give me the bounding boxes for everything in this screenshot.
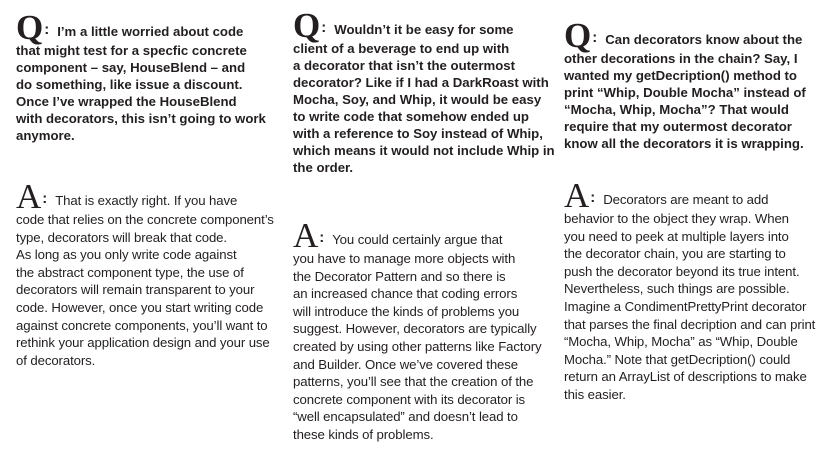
answer-line: these kinds of problems. xyxy=(293,426,434,442)
question-line: client of a beverage to end up with xyxy=(293,41,510,56)
question-line: with a reference to Soy instead of Whip, xyxy=(293,126,543,141)
answer-line: the decorator chain, you are starting to xyxy=(564,246,786,262)
question-line: with decorators, this isn’t going to work xyxy=(16,111,266,126)
answer-block xyxy=(564,176,818,404)
answer-line: Mocha.” Note that getDecription() could xyxy=(564,351,791,367)
answer-line: you need to peek at multiple layers into xyxy=(564,228,789,244)
question-line: wanted my getDecription() method to xyxy=(564,68,797,83)
question-line: which means it would not include Whip in xyxy=(293,143,555,158)
question-line: decorator? Like if I had a DarkRoast with xyxy=(293,75,549,90)
answer-line: As long as you only write code against xyxy=(16,247,237,263)
question-line: that might test for a specfic concrete xyxy=(16,43,247,58)
question-block xyxy=(564,16,818,152)
answer-marker: A xyxy=(293,216,318,255)
answer-line: Nevertheless, such things are possible. xyxy=(564,281,790,297)
question-line: a decorator that isn’t the outermost xyxy=(293,58,516,73)
answer-line: you have to manage more objects with xyxy=(293,251,516,266)
question-line: Q : Can decorators know about the xyxy=(564,16,803,55)
answer-line: this easier. xyxy=(564,386,626,402)
answer-line: code that relies on the concrete component’s xyxy=(16,212,274,227)
answer-line: rethink your application design and your use xyxy=(16,335,270,351)
answer-line: code. However, once you start writing code xyxy=(16,299,264,315)
answer-line: “Mocha, Whip, Mocha” as “Whip, Double xyxy=(564,334,798,350)
answer-line: the Decorator Pattern and so there is xyxy=(293,268,506,284)
question-line: print “Whip, Double Mocha” instead of xyxy=(564,85,806,100)
answer-colon: : xyxy=(590,189,596,206)
answer-line: decorators will remain transparent to your xyxy=(16,282,255,298)
answer-line: patterns, you’ll see that the creation of the xyxy=(293,374,534,390)
question-line: Q : I’m a little worried about code xyxy=(16,8,244,47)
answer-line: A : Decorators are meant to add xyxy=(564,176,769,215)
answer-line: concrete component with its decorator is xyxy=(293,391,526,407)
question-line: Once I’ve wrapped the HouseBlend xyxy=(16,94,237,109)
answer-line: A : You could certainly argue that xyxy=(293,216,503,255)
question-line: component – say, HouseBlend – and xyxy=(16,60,246,75)
answer-line: “well encapsulated” and doesn’t lead to xyxy=(293,409,518,425)
question-colon: : xyxy=(44,21,50,38)
answer-line: of decorators. xyxy=(16,352,96,368)
question-line: know all the decorators it is wrapping. xyxy=(564,136,804,151)
question-marker: Q xyxy=(564,16,591,55)
answer-colon: : xyxy=(42,190,48,207)
question-line: Mocha, Soy, and Whip, it would be easy xyxy=(293,92,542,107)
question-line: Q : Wouldn’t it be easy for some xyxy=(293,6,514,45)
answer-line: suggest. However, decorators are typically xyxy=(293,321,537,337)
question-line: to write code that somehow ended up xyxy=(293,109,529,124)
answer-block xyxy=(16,177,278,369)
answer-block xyxy=(293,216,553,444)
question-line: require that my outermost decorator xyxy=(564,119,792,134)
answer-colon: : xyxy=(319,229,325,246)
answer-line: push the decorator beyond its true intent. xyxy=(564,263,800,279)
answer-line: A : That is exactly right. If you have xyxy=(16,177,238,216)
answer-line: that parses the final decription and can print xyxy=(564,316,816,332)
question-line: other decorations in the chain? Say, I xyxy=(564,51,798,66)
answer-marker: A xyxy=(564,176,589,215)
question-line: the order. xyxy=(293,160,354,175)
answer-line: behavior to the object they wrap. When xyxy=(564,211,789,226)
question-line: do something, like issue a discount. xyxy=(16,77,243,92)
answer-line: created by using other patterns like Factory xyxy=(293,338,542,354)
answer-line: the abstract component type, the use of xyxy=(16,264,244,280)
answer-marker: A xyxy=(16,177,41,216)
question-colon: : xyxy=(321,19,327,36)
question-marker: Q xyxy=(16,8,43,47)
question-line: “Mocha, Whip, Mocha”? That would xyxy=(564,102,789,117)
answer-line: against concrete components, you’ll want to xyxy=(16,317,268,333)
answer-line: and Builder. Once we’ve covered these xyxy=(293,356,519,372)
question-line: anymore. xyxy=(16,128,75,143)
question-block xyxy=(293,6,555,176)
answer-line: type, decorators will break that code. xyxy=(16,229,227,245)
question-block xyxy=(16,8,278,144)
answer-line: an increased chance that coding errors xyxy=(293,286,518,302)
answer-line: Imagine a CondimentPrettyPrint decorator xyxy=(564,298,807,314)
question-marker: Q xyxy=(293,6,320,45)
answer-line: return an ArrayList of descriptions to make xyxy=(564,369,807,385)
answer-line: will introduce the kinds of problems you xyxy=(293,303,520,319)
question-colon: : xyxy=(592,29,598,46)
